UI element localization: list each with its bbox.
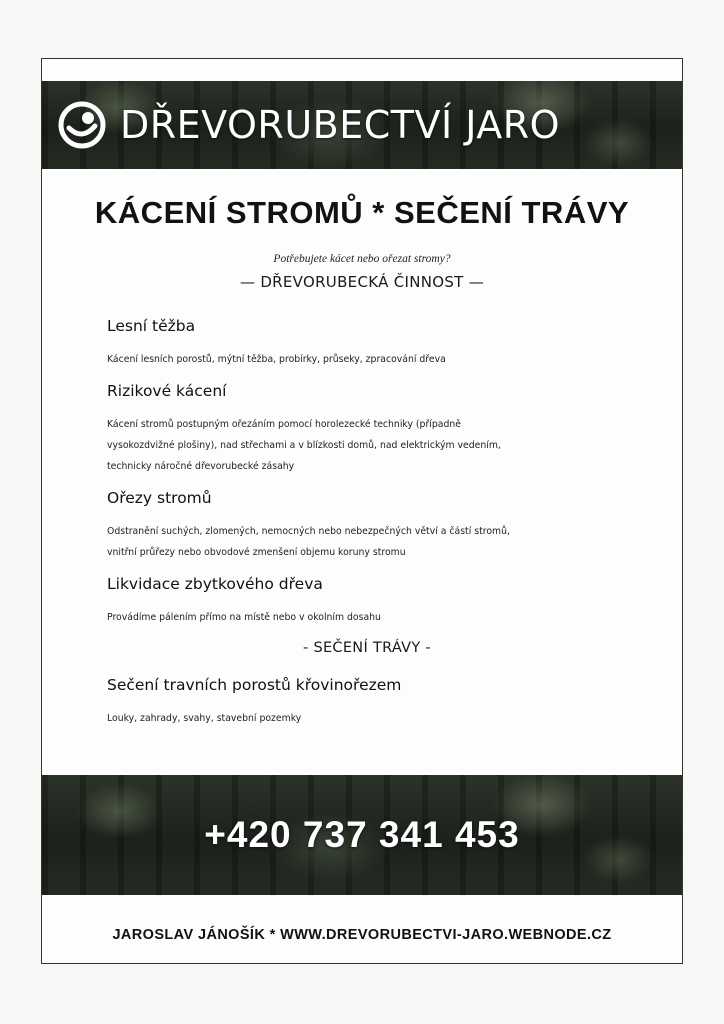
- services-list: [107, 317, 627, 741]
- service-wood-disposal: [107, 575, 627, 628]
- service-description-line: vnitřní průřezy nebo obvodové zmenšení objemu koruny stromu: [107, 547, 406, 558]
- service-description: Louky, zahrady, svahy, stavební pozemky: [107, 713, 302, 724]
- service-title: Lesní těžba: [107, 317, 196, 335]
- headline: KÁCENÍ STROMŮ * SEČENÍ TRÁVY: [94, 195, 630, 230]
- service-title: Likvidace zbytkového dřeva: [107, 575, 323, 593]
- brand-name: DŘEVORUBECTVÍ JARO: [120, 103, 561, 147]
- section-subhead: — DŘEVORUBECKÁ ČINNOST —: [239, 273, 485, 291]
- logo-icon: [58, 101, 106, 149]
- service-title: Rizikové kácení: [107, 382, 227, 400]
- phone-banner: [42, 775, 682, 895]
- service-description-line: Kácení stromů postupným ořezáním pomocí horolezecké techniky (případně: [107, 419, 461, 430]
- service-description-line: technicky náročné dřevorubecké zásahy: [107, 461, 295, 472]
- service-tree-pruning: [107, 489, 627, 563]
- mowing-divider: - SEČENÍ TRÁVY -: [303, 640, 431, 656]
- service-title: Ořezy stromů: [107, 489, 212, 507]
- footer-contact: JAROSLAV JÁNOŠÍK * WWW.DREVORUBECTVI-JARO.WEBNODE.CZ: [112, 927, 612, 943]
- service-description-line: vysokozdvižné plošiny), nad střechami a v blízkosti domů, nad elektrickým vedením,: [107, 440, 501, 451]
- service-forest-harvest: [107, 317, 627, 370]
- service-risk-felling: [107, 382, 627, 477]
- phone-number: +420 737 341 453: [204, 814, 520, 855]
- service-grass-mowing: [107, 676, 627, 729]
- question-text: Potřebujete kácet nebo ořezat stromy?: [273, 253, 451, 265]
- service-description: Provádíme pálením přímo na místě nebo v okolním dosahu: [107, 612, 381, 623]
- service-description-line: Odstranění suchých, zlomených, nemocných nebo nebezpečných větví a částí stromů,: [107, 526, 510, 537]
- service-description: Kácení lesních porostů, mýtní těžba, probírky, průseky, zpracování dřeva: [107, 354, 446, 365]
- service-title: Sečení travních porostů křovinořezem: [107, 676, 402, 694]
- header-banner: [42, 81, 682, 169]
- flyer-sheet: [41, 58, 683, 964]
